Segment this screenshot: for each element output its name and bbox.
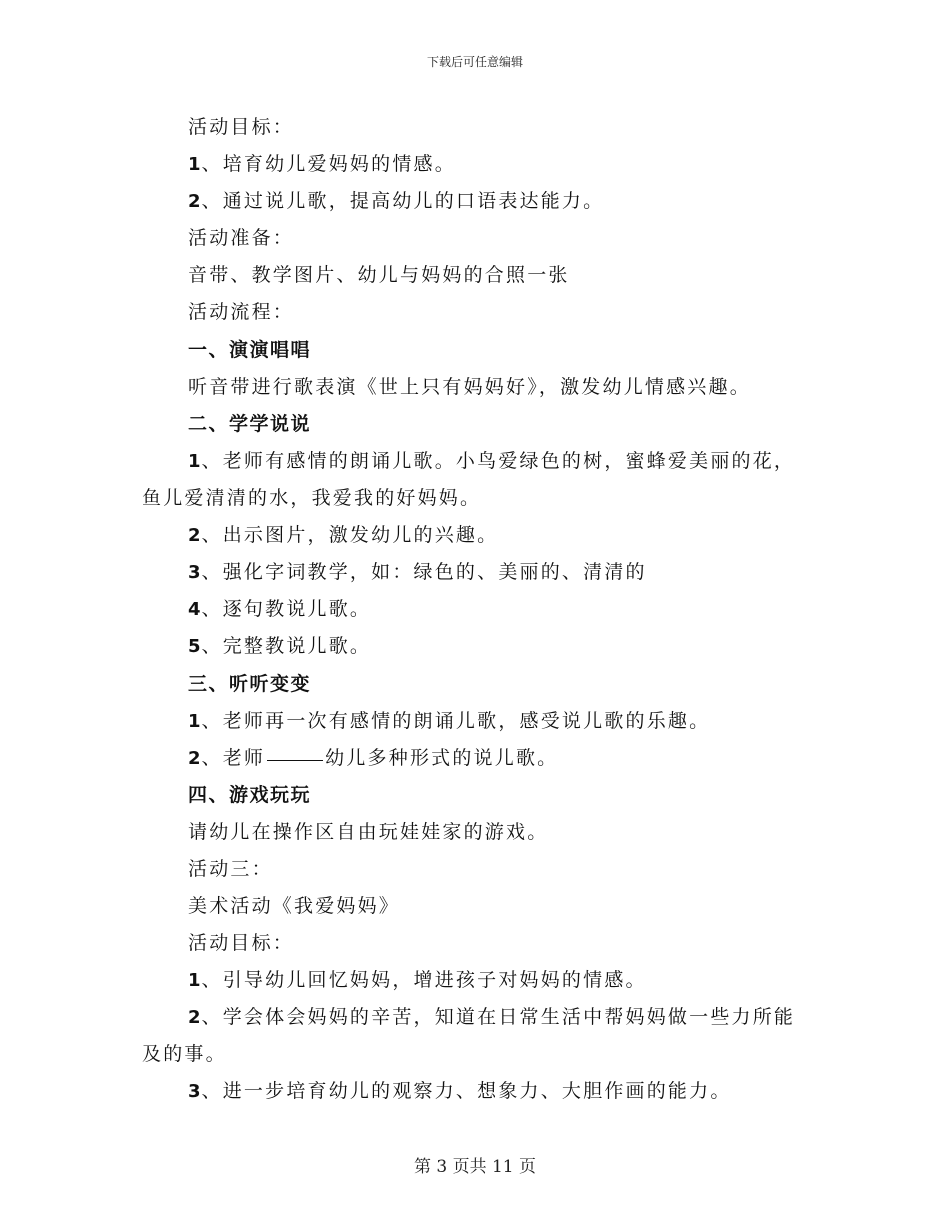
paragraph-line (188, 594, 828, 624)
item-number: 1 (188, 970, 201, 991)
line-text: 美术活动《我爱妈妈》 (188, 895, 401, 917)
section-heading (188, 669, 828, 699)
item-number: 2 (188, 191, 201, 212)
paragraph-line (188, 372, 828, 402)
line-text: 、逐句教说儿歌。 (201, 598, 372, 620)
line-text: 、通过说儿歌，提高幼儿的口语表达能力。 (201, 190, 605, 212)
paragraph-line (142, 1039, 782, 1069)
line-text: 、完整教说儿歌。 (201, 635, 372, 657)
line-text: 、老师有感情的朗诵儿歌。小鸟爱绿色的树，蜜蜂爱美丽的花， (201, 450, 796, 472)
paragraph-line (188, 706, 828, 736)
paragraph-line (188, 112, 828, 142)
line-text: 、进一步培育幼儿的观察力、想象力、大胆作画的能力。 (201, 1080, 732, 1102)
line-text: 活动目标： (188, 932, 295, 954)
page-footer: 第 3 页共 11 页 (413, 1157, 537, 1177)
paragraph-line (188, 817, 828, 847)
paragraph-line (188, 223, 828, 253)
line-text: 听音带进行歌表演《世上只有妈妈好》，激发幼儿情感兴趣。 (188, 376, 751, 398)
line-text: 鱼儿爱清清的水，我爱我的好妈妈。 (142, 487, 482, 509)
paragraph-line (142, 483, 782, 513)
item-number: 1 (188, 154, 201, 175)
item-number: 5 (188, 636, 201, 657)
paragraph-line (188, 854, 828, 884)
item-number: 4 (188, 599, 201, 620)
paragraph-line (188, 1076, 828, 1106)
fill-in-blank (267, 759, 323, 761)
paragraph-line (188, 891, 828, 921)
line-text: 及的事。 (142, 1043, 227, 1065)
line-text: 音带、教学图片、幼儿与妈妈的合照一张 (188, 264, 570, 286)
paragraph-line (188, 186, 828, 216)
paragraph-line (188, 965, 828, 995)
paragraph-line (188, 928, 828, 958)
line-text: 、老师 (201, 747, 266, 769)
paragraph-line (188, 446, 828, 476)
item-number: 3 (188, 1081, 201, 1102)
section-heading (188, 780, 828, 810)
line-text: 、引导幼儿回忆妈妈，增进孩子对妈妈的情感。 (201, 969, 647, 991)
paragraph-line (188, 297, 828, 327)
line-text: 四、游戏玩玩 (188, 784, 312, 806)
line-text: 、强化字词教学，如：绿色的、美丽的、清清的 (201, 561, 647, 583)
line-text: 活动流程： (188, 301, 295, 323)
item-number: 3 (188, 562, 201, 583)
item-number: 2 (188, 748, 201, 769)
line-text: 活动三： (188, 858, 273, 880)
paragraph-line (188, 520, 828, 550)
page-header: 下载后可任意编辑 (426, 55, 523, 69)
line-text: 活动目标： (188, 116, 295, 138)
line-text: 、培育幼儿爱妈妈的情感。 (201, 153, 456, 175)
paragraph-line (188, 260, 828, 290)
paragraph-line (188, 557, 828, 587)
paragraph-line (188, 1002, 828, 1032)
line-text: 、学会体会妈妈的辛苦，知道在日常生活中帮妈妈做一些力所能 (201, 1006, 796, 1028)
line-text: 三、听听变变 (188, 673, 312, 695)
item-number: 1 (188, 451, 201, 472)
paragraph-line (188, 631, 828, 661)
item-number: 1 (188, 711, 201, 732)
paragraph-line (188, 149, 828, 179)
line-text: 一、演演唱唱 (188, 339, 312, 361)
section-heading (188, 335, 828, 365)
section-heading (188, 409, 828, 439)
item-number: 2 (188, 1007, 201, 1028)
line-text: 、出示图片，激发幼儿的兴趣。 (201, 524, 499, 546)
line-text: 活动准备： (188, 227, 295, 249)
line-text: 请幼儿在操作区自由玩娃娃家的游戏。 (188, 821, 549, 843)
line-text: 二、学学说说 (188, 413, 312, 435)
item-number: 2 (188, 525, 201, 546)
line-text: 、老师再一次有感情的朗诵儿歌，感受说儿歌的乐趣。 (201, 710, 711, 732)
line-text-after-blank: 幼儿多种形式的说儿歌。 (325, 747, 559, 769)
paragraph-line (188, 743, 828, 773)
